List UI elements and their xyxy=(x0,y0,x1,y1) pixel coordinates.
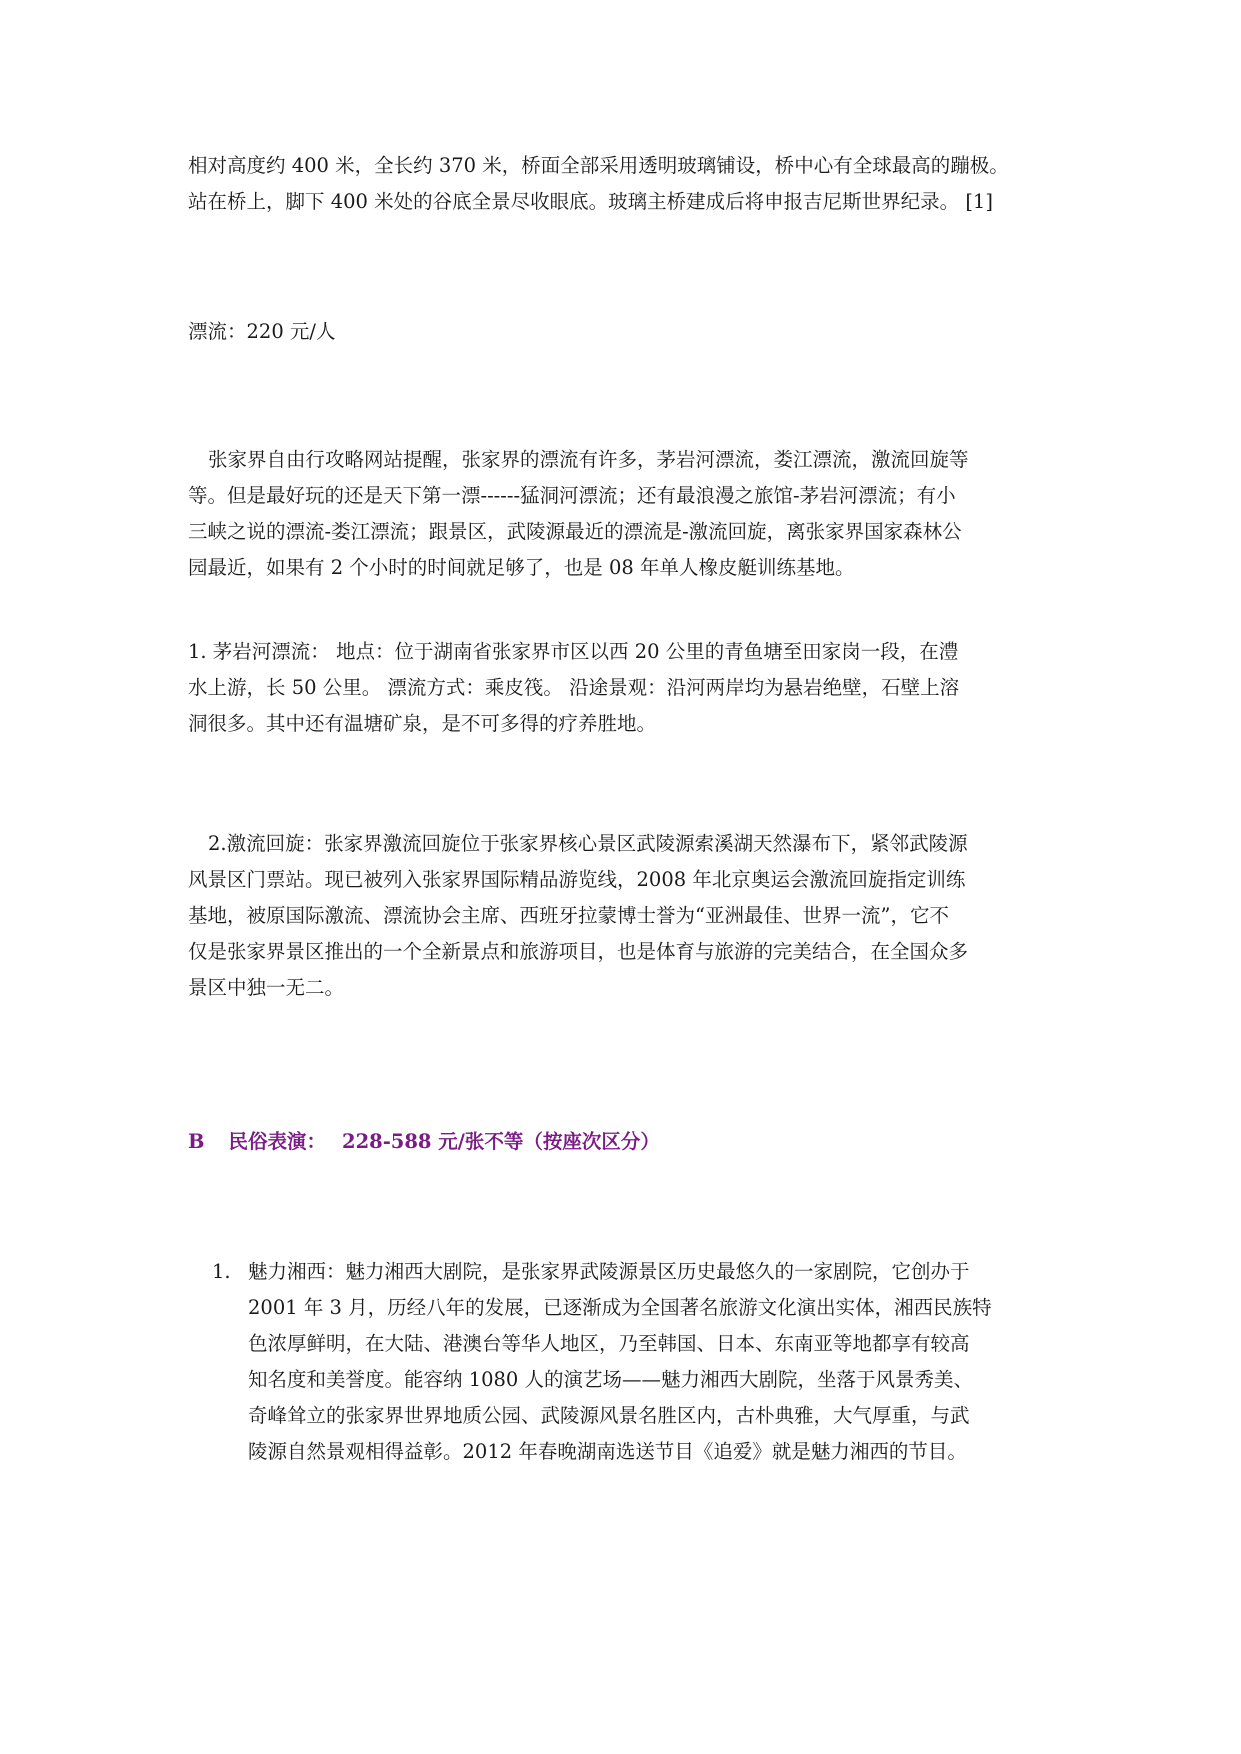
glass-bridge-paragraph xyxy=(188,148,1060,220)
text-line: 相对高度约 400 米，全长约 370 米，桥面全部采用透明玻璃铺设，桥中心有全球最高的蹦极。 xyxy=(188,154,1009,177)
text-line: 基地，被原国际激流、漂流协会主席、西班牙拉蒙博士誉为“亚洲最佳、世界一流”，它不 xyxy=(188,904,949,927)
text-line: 水上游，长 50 公里。 漂流方式：乘皮筏。 沿途景观：沿河两岸均为悬岩绝壁，石壁上溶 xyxy=(188,676,960,699)
text-line: 1. 茅岩河漂流： 地点：位于湖南省张家界市区以西 20 公里的青鱼塘至田家岗一段，在澧 xyxy=(188,640,959,663)
heading-price: 228-588 元/张不等（按座次区分） xyxy=(342,1130,660,1153)
text-line: 奇峰耸立的张家界世界地质公园、武陵源风景名胜区内，古朴典雅，大气厚重，与武 xyxy=(248,1404,970,1427)
text-line: 三峡之说的漂流-娄江漂流；跟景区，武陵源最近的漂流是-激流回旋，离张家界国家森林公 xyxy=(188,520,962,543)
text-line: 知名度和美誉度。能容纳 1080 人的演艺场——魅力湘西大剧院，坐落于风景秀美、 xyxy=(248,1368,974,1391)
text-line: 张家界自由行攻略网站提醒，张家界的漂流有许多，茅岩河漂流，娄江漂流，激流回旋等 xyxy=(208,448,969,471)
text-line: 2001 年 3 月，历经八年的发展，已逐渐成为全国著名旅游文化演出实体，湘西民族特 xyxy=(248,1296,992,1319)
text-line: 洞很多。其中还有温塘矿泉，是不可多得的疗养胜地。 xyxy=(188,712,657,735)
list-item-body xyxy=(248,1254,1068,1470)
text-line: 色浓厚鲜明，在大陆、港澳台等华人地区，乃至韩国、日本、东南亚等地都享有较高 xyxy=(248,1332,970,1355)
rafting-intro-paragraph xyxy=(188,442,1060,586)
text-line: 站在桥上，脚下 400 米处的谷底全景尽收眼底。玻璃主桥建成后将申报吉尼斯世界纪录。 [1] xyxy=(188,190,993,213)
jiliu-huixuan-paragraph xyxy=(188,826,1060,1006)
text-line: 景区中独一无二。 xyxy=(188,976,345,999)
text-line: 仅是张家界景区推出的一个全新景点和旅游项目，也是体育与旅游的完美结合，在全国众多 xyxy=(188,940,969,963)
text-line: 陵源自然景观相得益彰。2012 年春晚湖南选送节目《追爱》就是魅力湘西的节目。 xyxy=(248,1440,967,1463)
maoyanhe-rafting-paragraph xyxy=(188,634,1060,742)
rafting-price-line: 漂流：220 元/人 xyxy=(188,320,336,343)
heading-letter: B xyxy=(188,1130,205,1153)
text-line: 园最近，如果有 2 个小时的时间就足够了，也是 08 年单人橡皮艇训练基地。 xyxy=(188,556,855,579)
text-line: 2.激流回旋：张家界激流回旋位于张家界核心景区武陵源索溪湖天然瀑布下，紧邻武陵源 xyxy=(208,832,968,855)
folk-performance-heading xyxy=(188,1124,660,1160)
text-line: 魅力湘西：魅力湘西大剧院，是张家界武陵源景区历史最悠久的一家剧院，它创办于 xyxy=(248,1260,970,1283)
text-line: 等。但是最好玩的还是天下第一漂------猛洞河漂流；还有最浪漫之旅馆-茅岩河漂流；有小 xyxy=(188,484,956,507)
text-line: 风景区门票站。现已被列入张家界国际精品游览线，2008 年北京奥运会激流回旋指定训练 xyxy=(188,868,966,891)
heading-title: 民俗表演： xyxy=(228,1130,326,1153)
list-number: 1. xyxy=(212,1260,231,1283)
